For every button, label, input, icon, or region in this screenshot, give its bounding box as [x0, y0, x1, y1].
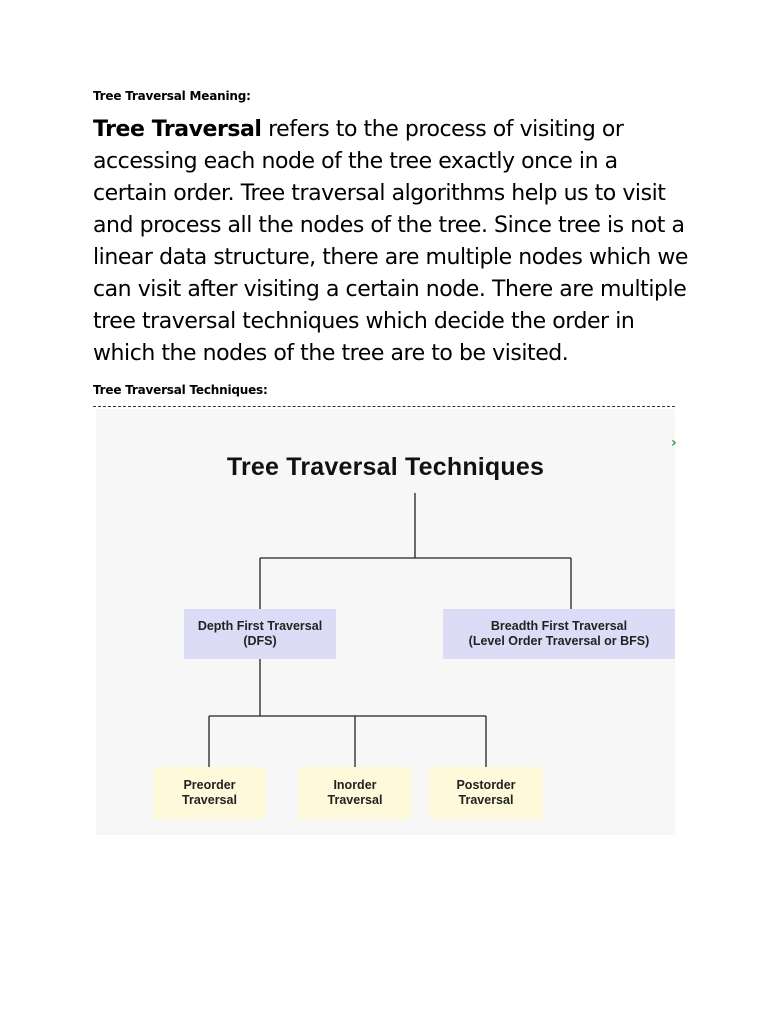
node-dfs: Depth First Traversal (DFS): [184, 609, 336, 659]
section-heading-meaning: Tree Traversal Meaning:: [93, 89, 251, 103]
section-heading-techniques: Tree Traversal Techniques:: [93, 383, 268, 397]
traversal-diagram: [96, 409, 675, 835]
definition-paragraph: [93, 114, 693, 370]
diagram-title: Tree Traversal Techniques: [226, 453, 545, 481]
node-inorder: Inorder Traversal: [298, 767, 412, 819]
logo-fragment-icon: ›: [671, 435, 677, 451]
node-bfs: Breadth First Traversal (Level Order Traversal or BFS): [443, 609, 675, 659]
paragraph-bold-lead: Tree Traversal: [93, 117, 262, 142]
dashed-divider: [93, 406, 675, 407]
paragraph-body: refers to the process of visiting or accessing each node of the tree exactly once in a certain order. Tree traversal algorithms help us to visit and process all the nodes of the tree. Since tree is not a linear data structure, there are multiple nodes which we can visit after visiting a certain node. There are multiple tree traversal techniques which decide the order in which the nodes of the tree are to be visited.: [93, 117, 688, 366]
node-postorder: Postorder Traversal: [429, 767, 543, 819]
node-preorder: Preorder Traversal: [153, 767, 266, 819]
